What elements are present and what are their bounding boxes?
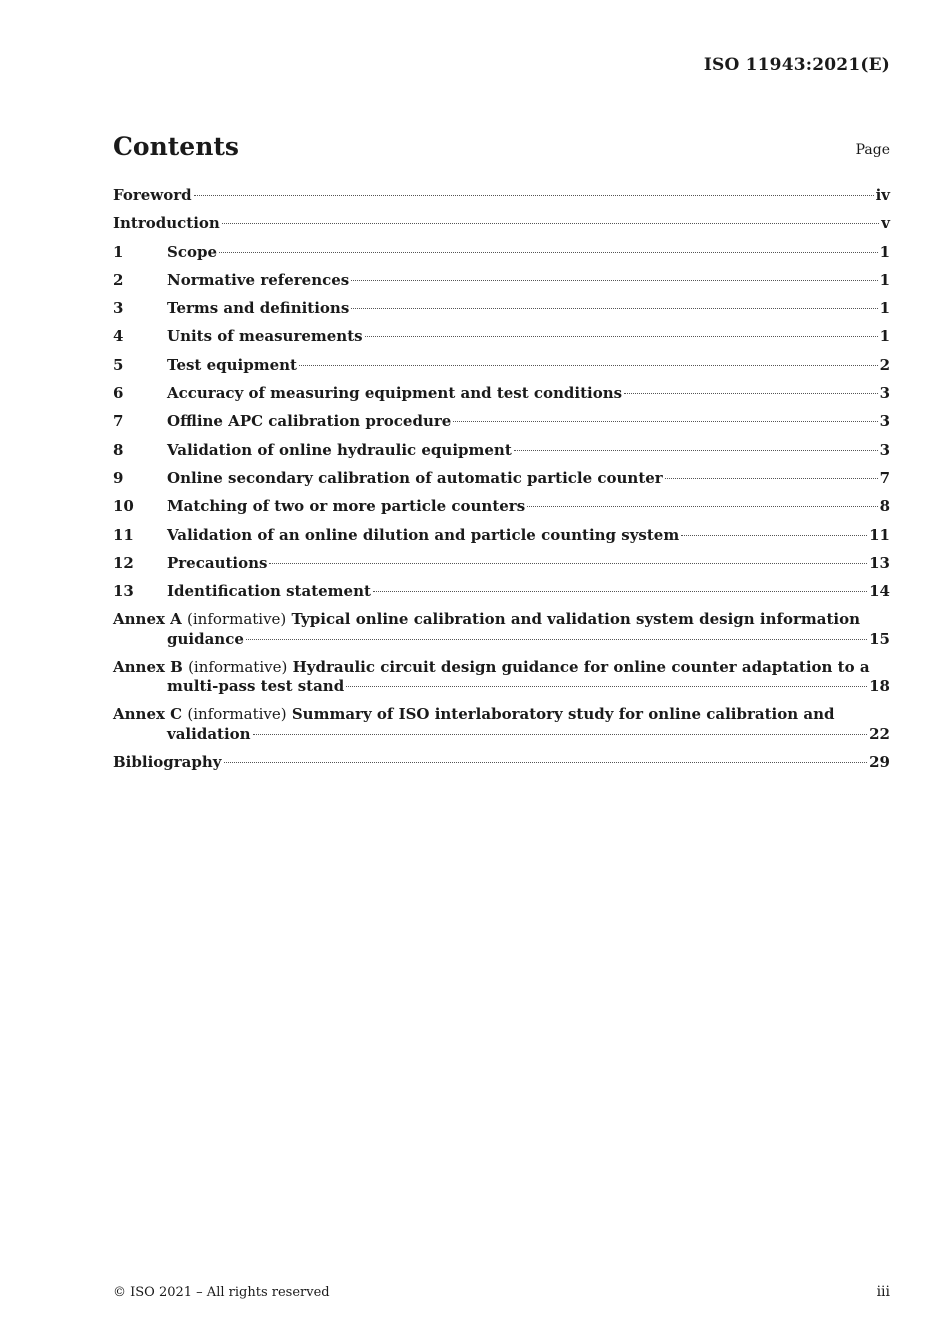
toc-entry-title: Test equipment (167, 355, 297, 374)
toc-entry-clause-3[interactable] (113, 299, 890, 327)
dot-leader (219, 252, 878, 253)
toc-entry-page: 7 (879, 468, 890, 487)
toc-entry-number: 7 (113, 412, 124, 431)
toc-entry-page: 22 (869, 724, 890, 743)
toc-entry-annex-c[interactable] (113, 705, 890, 744)
toc-entry-introduction[interactable] (113, 214, 890, 242)
toc-entry-title: Identification statement (167, 582, 371, 601)
toc-entry-number: 3 (113, 299, 124, 318)
dot-leader (514, 450, 878, 451)
annex-label: Annex A (113, 610, 182, 629)
dot-leader (351, 280, 877, 281)
toc-entry-page: 2 (879, 355, 890, 374)
toc-entry-page: 13 (869, 553, 890, 572)
toc-entry-title: Normative references (167, 270, 350, 289)
toc-entry-number: 8 (113, 440, 124, 459)
toc-entry-title: Online secondary calibration of automatic particle counter (167, 468, 663, 487)
toc-entry-annex-b[interactable] (113, 658, 890, 697)
dot-leader (224, 762, 868, 763)
toc-entry-title: Units of measurements (167, 327, 363, 346)
toc-entry-title: Validation of an online dilution and particle counting system (167, 525, 680, 544)
toc-entry-clause-12[interactable] (113, 554, 890, 582)
table-of-contents (113, 186, 890, 781)
toc-entry-page: 3 (879, 384, 890, 403)
dot-leader (246, 639, 867, 640)
toc-entry-page: 11 (869, 525, 890, 544)
annex-title-line2: guidance (167, 629, 244, 648)
toc-entry-page: 15 (869, 629, 890, 648)
toc-entry-title: Introduction (113, 214, 220, 233)
annex-label: Annex C (113, 705, 183, 724)
toc-entry-clause-7[interactable] (113, 412, 890, 440)
dot-leader (365, 336, 878, 337)
annex-label: Annex B (113, 657, 183, 676)
toc-entry-title: Scope (167, 242, 218, 261)
toc-entry-foreword[interactable] (113, 186, 890, 214)
toc-entry-title: Bibliography (113, 752, 222, 771)
toc-entry-annex-a[interactable] (113, 610, 890, 649)
toc-entry-number: 11 (113, 525, 134, 544)
page-number: iii (876, 1284, 890, 1300)
toc-entry-number: 1 (113, 242, 124, 261)
toc-entry-page: 1 (879, 327, 890, 346)
annex-type: (informative) (187, 610, 287, 629)
document-identifier: ISO 11943:2021(E) (703, 55, 890, 75)
dot-leader (665, 478, 878, 479)
dot-leader (346, 686, 867, 687)
dot-leader (194, 195, 874, 196)
toc-entry-title: Validation of online hydraulic equipment (167, 440, 512, 459)
toc-entry-page: 14 (869, 582, 890, 601)
page-column-label: Page (855, 142, 890, 158)
toc-entry-page: 1 (879, 299, 890, 318)
toc-entry-page: 3 (879, 412, 890, 431)
toc-entry-clause-4[interactable] (113, 327, 890, 355)
toc-entry-title: Terms and definitions (167, 299, 350, 318)
toc-entry-clause-1[interactable] (113, 243, 890, 271)
dot-leader (527, 506, 877, 507)
toc-entry-title: Matching of two or more particle counters (167, 497, 526, 516)
toc-entry-clause-10[interactable] (113, 497, 890, 525)
dot-leader (681, 535, 867, 536)
page-title: Contents (113, 132, 240, 161)
toc-entry-clause-2[interactable] (113, 271, 890, 299)
toc-entry-clause-5[interactable] (113, 356, 890, 384)
toc-entry-page: 8 (879, 497, 890, 516)
dot-leader (222, 223, 879, 224)
annex-type: (informative) (187, 705, 287, 724)
annex-title-line2: multi-pass test stand (167, 677, 345, 696)
toc-entry-clause-6[interactable] (113, 384, 890, 412)
toc-entry-title: Offline APC calibration procedure (167, 412, 452, 431)
toc-entry-number: 6 (113, 384, 124, 403)
dot-leader (624, 393, 877, 394)
toc-entry-number: 4 (113, 327, 124, 346)
toc-entry-page: v (881, 214, 890, 233)
toc-entry-title: Foreword (113, 186, 192, 204)
dot-leader (269, 563, 867, 564)
dot-leader (351, 308, 877, 309)
toc-entry-number: 10 (113, 497, 134, 516)
toc-entry-number: 5 (113, 355, 124, 374)
toc-entry-page: iv (875, 186, 890, 204)
toc-entry-page: 29 (869, 752, 890, 771)
annex-title-line1: Hydraulic circuit design guidance for online counter adaptation to a (292, 657, 870, 676)
annex-title-line1: Summary of ISO interlaboratory study for online calibration and (291, 705, 835, 724)
annex-title-line1: Typical online calibration and validation system design information (291, 610, 861, 629)
annex-title-line2: validation (167, 724, 251, 743)
toc-entry-number: 12 (113, 553, 134, 572)
toc-entry-page: 1 (879, 270, 890, 289)
dot-leader (373, 591, 867, 592)
dot-leader (299, 365, 878, 366)
toc-entry-clause-8[interactable] (113, 441, 890, 469)
dot-leader (453, 421, 877, 422)
toc-entry-title: Accuracy of measuring equipment and test conditions (167, 384, 623, 403)
dot-leader (253, 734, 868, 735)
toc-entry-clause-11[interactable] (113, 526, 890, 554)
toc-entry-number: 13 (113, 582, 134, 601)
toc-entry-bibliography[interactable] (113, 753, 890, 781)
annex-type: (informative) (188, 657, 288, 676)
toc-entry-clause-13[interactable] (113, 582, 890, 610)
toc-entry-clause-9[interactable] (113, 469, 890, 497)
copyright-notice: © ISO 2021 – All rights reserved (113, 1285, 330, 1300)
toc-entry-number: 9 (113, 468, 124, 487)
toc-entry-page: 1 (879, 242, 890, 261)
toc-entry-title: Precautions (167, 553, 268, 572)
toc-entry-page: 3 (879, 440, 890, 459)
toc-entry-page: 18 (869, 677, 890, 696)
toc-entry-number: 2 (113, 270, 124, 289)
